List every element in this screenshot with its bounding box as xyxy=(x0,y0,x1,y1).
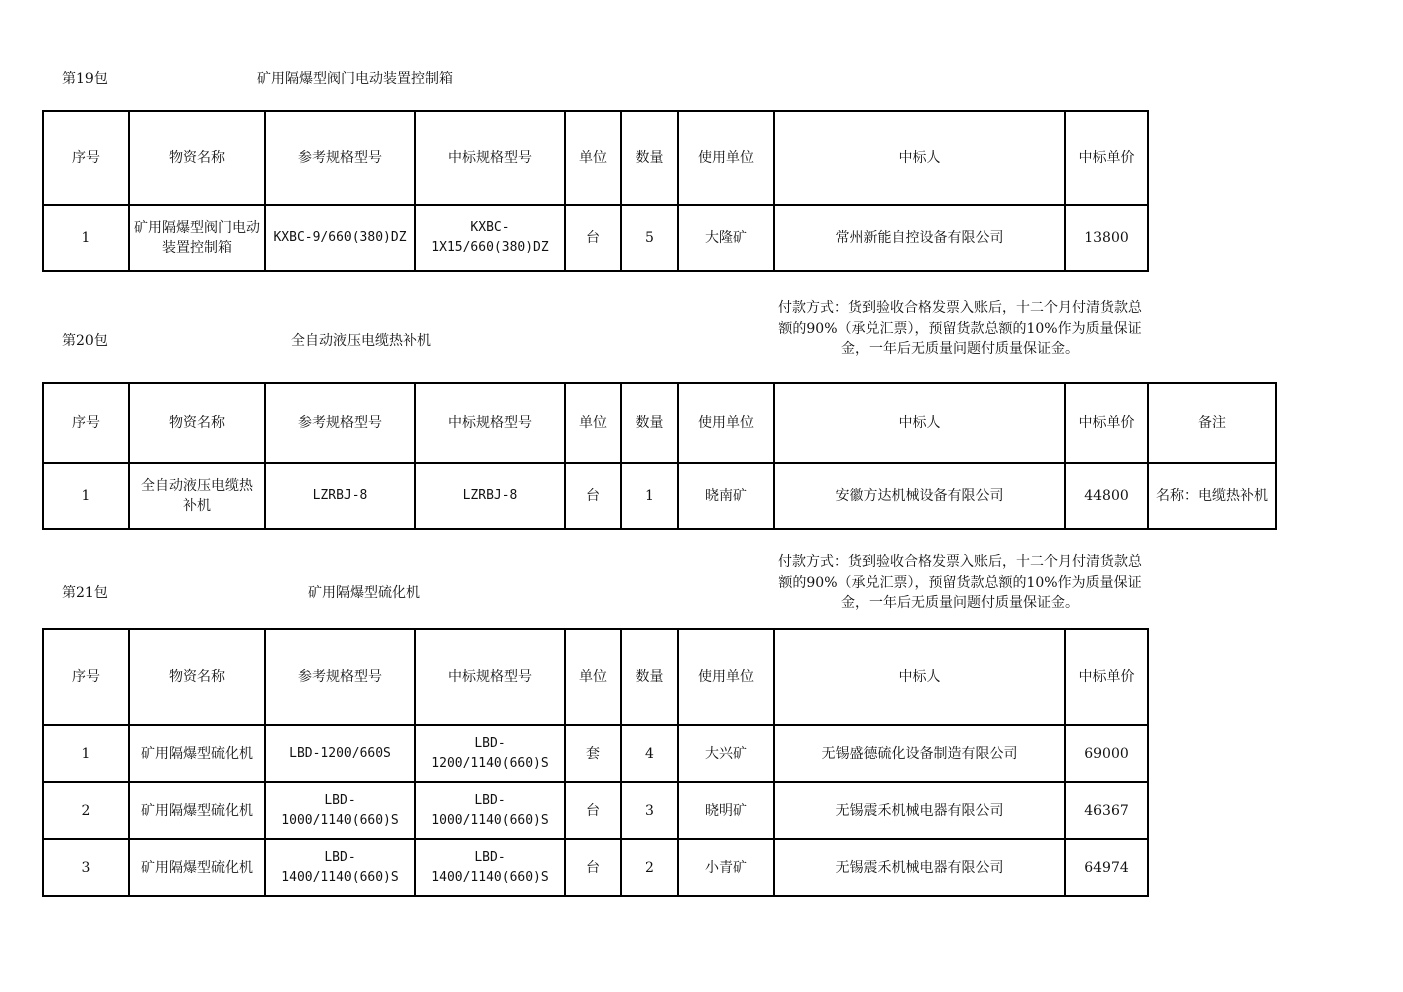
cell-ref-spec: LBD-1200/660S xyxy=(265,725,415,782)
cell-seq: 1 xyxy=(43,205,129,271)
cell-price: 44800 xyxy=(1065,463,1148,529)
cell-qty: 2 xyxy=(621,839,678,896)
cell-price: 69000 xyxy=(1065,725,1148,782)
package-21-table xyxy=(42,628,1149,897)
cell-remark: 名称：电缆热补机 xyxy=(1148,463,1276,529)
cell-win-spec: LZRBJ-8 xyxy=(415,463,565,529)
package-19-title: 矿用隔爆型阀门电动装置控制箱 xyxy=(257,71,453,87)
cell-winner: 无锡震禾机械电器有限公司 xyxy=(774,839,1065,896)
cell-user: 晓明矿 xyxy=(678,782,774,839)
cell-win-spec: LBD-1400/1140(660)S xyxy=(415,839,565,896)
header-unit: 单位 xyxy=(565,111,621,205)
package-21-label: 第21包 xyxy=(62,585,108,601)
cell-ref-spec: LBD-1000/1140(660)S xyxy=(265,782,415,839)
header-qty: 数量 xyxy=(621,111,678,205)
header-unit: 单位 xyxy=(565,383,621,463)
header-name: 物资名称 xyxy=(129,629,265,725)
cell-seq: 1 xyxy=(43,463,129,529)
cell-seq: 3 xyxy=(43,839,129,896)
cell-unit: 套 xyxy=(565,725,621,782)
table-row xyxy=(43,725,1148,782)
table-row xyxy=(43,839,1148,896)
cell-qty: 4 xyxy=(621,725,678,782)
package-21-title: 矿用隔爆型硫化机 xyxy=(308,585,420,601)
package-19-table xyxy=(42,110,1149,272)
header-ref-spec: 参考规格型号 xyxy=(265,383,415,463)
header-winner: 中标人 xyxy=(774,383,1065,463)
header-name: 物资名称 xyxy=(129,383,265,463)
header-win-spec: 中标规格型号 xyxy=(415,111,565,205)
header-seq: 序号 xyxy=(43,629,129,725)
header-price: 中标单价 xyxy=(1065,383,1148,463)
header-qty: 数量 xyxy=(621,383,678,463)
cell-name: 矿用隔爆型阀门电动装置控制箱 xyxy=(129,205,265,271)
cell-name: 矿用隔爆型硫化机 xyxy=(129,725,265,782)
header-win-spec: 中标规格型号 xyxy=(415,629,565,725)
header-row xyxy=(43,383,1276,463)
cell-name: 矿用隔爆型硫化机 xyxy=(129,782,265,839)
header-user: 使用单位 xyxy=(678,383,774,463)
package-20-table xyxy=(42,382,1277,530)
header-user: 使用单位 xyxy=(678,629,774,725)
cell-price: 64974 xyxy=(1065,839,1148,896)
header-win-spec: 中标规格型号 xyxy=(415,383,565,463)
header-seq: 序号 xyxy=(43,111,129,205)
cell-qty: 5 xyxy=(621,205,678,271)
package-19-label: 第19包 xyxy=(62,71,108,87)
cell-unit: 台 xyxy=(565,463,621,529)
cell-price: 13800 xyxy=(1065,205,1148,271)
cell-unit: 台 xyxy=(565,839,621,896)
cell-qty: 1 xyxy=(621,463,678,529)
header-ref-spec: 参考规格型号 xyxy=(265,629,415,725)
cell-name: 全自动液压电缆热补机 xyxy=(129,463,265,529)
package-20-label: 第20包 xyxy=(62,333,108,349)
cell-user: 大兴矿 xyxy=(678,725,774,782)
cell-win-spec: LBD-1000/1140(660)S xyxy=(415,782,565,839)
cell-ref-spec: LZRBJ-8 xyxy=(265,463,415,529)
cell-ref-spec: LBD-1400/1140(660)S xyxy=(265,839,415,896)
header-remark: 备注 xyxy=(1148,383,1276,463)
header-ref-spec: 参考规格型号 xyxy=(265,111,415,205)
header-name: 物资名称 xyxy=(129,111,265,205)
header-row xyxy=(43,111,1148,205)
header-unit: 单位 xyxy=(565,629,621,725)
cell-winner: 无锡盛德硫化设备制造有限公司 xyxy=(774,725,1065,782)
cell-winner: 安徽方达机械设备有限公司 xyxy=(774,463,1065,529)
package-20-title: 全自动液压电缆热补机 xyxy=(291,333,431,349)
cell-seq: 1 xyxy=(43,725,129,782)
cell-seq: 2 xyxy=(43,782,129,839)
table-row xyxy=(43,782,1148,839)
cell-win-spec: LBD-1200/1140(660)S xyxy=(415,725,565,782)
header-user: 使用单位 xyxy=(678,111,774,205)
cell-user: 晓南矿 xyxy=(678,463,774,529)
cell-winner: 无锡震禾机械电器有限公司 xyxy=(774,782,1065,839)
cell-unit: 台 xyxy=(565,782,621,839)
cell-winner: 常州新能自控设备有限公司 xyxy=(774,205,1065,271)
payment-note: 付款方式：货到验收合格发票入账后，十二个月付清货款总额的90%（承兑汇票），预留货款总额的10%作为质量保证金，一年后无质量问题付质量保证金。 xyxy=(778,554,1142,611)
cell-win-spec: KXBC-1X15/660(380)DZ xyxy=(415,205,565,271)
header-qty: 数量 xyxy=(621,629,678,725)
header-price: 中标单价 xyxy=(1065,629,1148,725)
cell-user: 小青矿 xyxy=(678,839,774,896)
payment-note: 付款方式：货到验收合格发票入账后，十二个月付清货款总额的90%（承兑汇票），预留货款总额的10%作为质量保证金，一年后无质量问题付质量保证金。 xyxy=(778,300,1142,357)
table-row xyxy=(43,463,1276,529)
header-seq: 序号 xyxy=(43,383,129,463)
cell-name: 矿用隔爆型硫化机 xyxy=(129,839,265,896)
table-row xyxy=(43,205,1148,271)
header-row xyxy=(43,629,1148,725)
header-winner: 中标人 xyxy=(774,111,1065,205)
cell-ref-spec: KXBC-9/660(380)DZ xyxy=(265,205,415,271)
cell-unit: 台 xyxy=(565,205,621,271)
header-winner: 中标人 xyxy=(774,629,1065,725)
cell-qty: 3 xyxy=(621,782,678,839)
header-price: 中标单价 xyxy=(1065,111,1148,205)
cell-price: 46367 xyxy=(1065,782,1148,839)
cell-user: 大隆矿 xyxy=(678,205,774,271)
